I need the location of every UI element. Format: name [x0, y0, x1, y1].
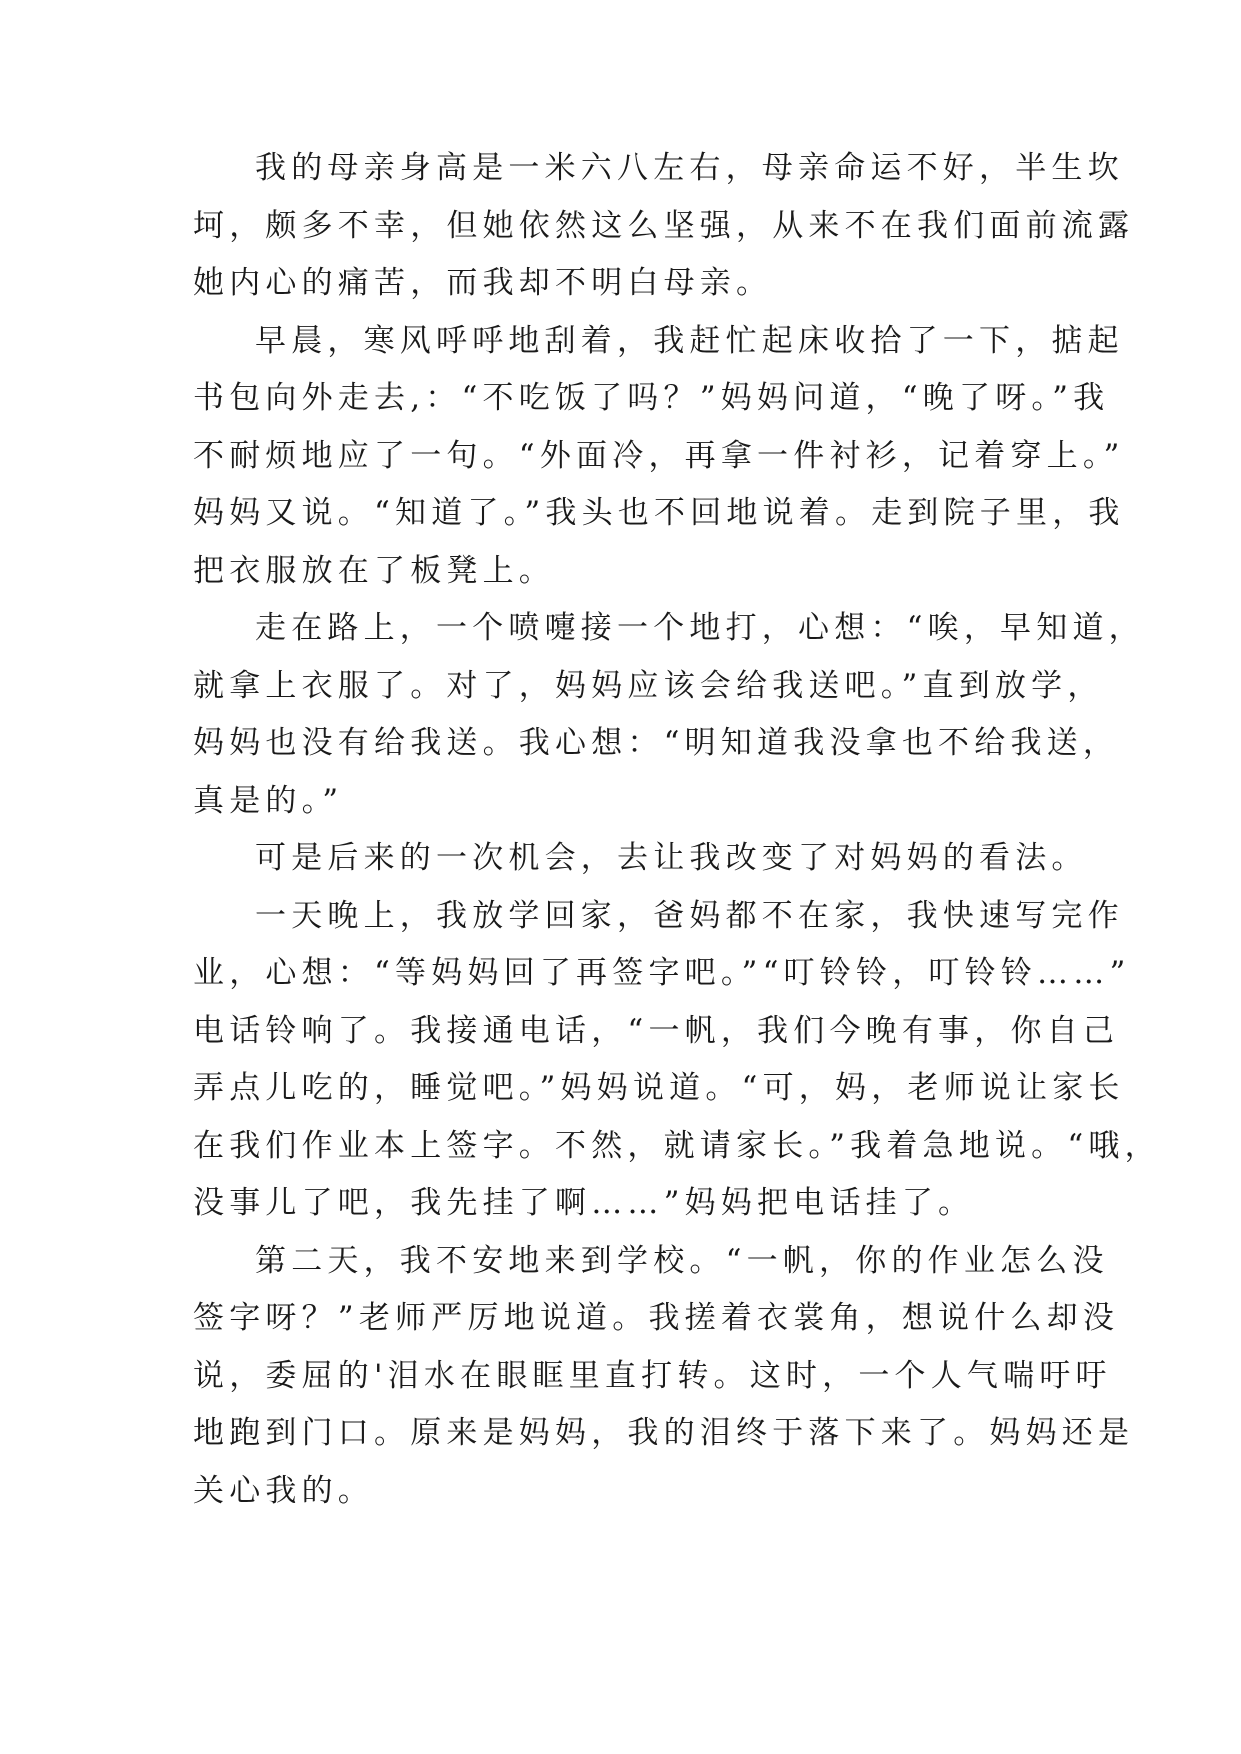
text-line: 妈妈又说。“知道了。”我头也不回地说着。走到院子里，我 [193, 495, 1125, 531]
text-line: 地跑到门口。原来是妈妈，我的泪终于落下来了。妈妈还是 [193, 1415, 1135, 1451]
text-line: 早晨，寒风呼呼地刮着，我赶忙起床收拾了一下，掂起 [255, 322, 1124, 359]
text-line: 坷，颇多不幸，但她依然这么坚强，从来不在我们面前流露 [193, 207, 1135, 244]
text-line: 走在路上，一个喷嚏接一个地打，心想：“唉，早知道， [255, 610, 1145, 646]
text-line: 一天晚上，我放学回家，爸妈都不在家，我快速写完作 [255, 897, 1124, 934]
text-line: 业，心想：“等妈妈回了再签字吧。”“叮铃铃，叮铃铃……” [193, 955, 1131, 991]
text-line: 可是后来的一次机会，去让我改变了对妈妈的看法。 [255, 840, 1088, 876]
text-line: 关心我的。 [193, 1472, 374, 1509]
text-line: 我的母亲身高是一米六八左右，母亲命运不好，半生坎 [255, 150, 1124, 186]
text-line: 把衣服放在了板凳上。 [193, 552, 555, 589]
paragraph-6 [193, 1233, 1135, 1521]
text-line: 就拿上衣服了。对了，妈妈应该会给我送吧。”直到放学， [193, 667, 1104, 704]
text-line: 不耐烦地应了一句。“外面冷，再拿一件衬衫，记着穿上。” [193, 437, 1125, 474]
paragraph-3 [193, 600, 1145, 830]
text-line: 第二天，我不安地来到学校。“一帆，你的作业怎么没 [255, 1242, 1109, 1279]
text-line: 签字呀？”老师严厉地说道。我搓着衣裳角，想说什么却没 [193, 1300, 1120, 1336]
text-line: 在我们作业本上签字。不然，就请家长。”我着急地说。“哦， [193, 1127, 1161, 1164]
text-line: 说，委屈的'泪水在眼眶里直打转。这时，一个人气喘吁吁 [193, 1357, 1112, 1394]
paragraph-2 [193, 313, 1125, 601]
text-line: 妈妈也没有给我送。我心想：“明知道我没拿也不给我送， [193, 725, 1120, 761]
paragraph-4 [193, 830, 1088, 888]
text-line: 弄点儿吃的，睡觉吧。”妈妈说道。“可，妈，老师说让家长 [193, 1070, 1125, 1106]
paragraph-5 [193, 888, 1161, 1233]
text-line: 真是的。” [193, 782, 344, 819]
paragraph-1 [193, 140, 1135, 313]
text-line: 电话铃响了。我接通电话，“一帆，我们今晚有事，你自己 [193, 1012, 1120, 1049]
text-line: 她内心的痛苦，而我却不明白母亲。 [193, 265, 773, 301]
text-line: 没事儿了吧，我先挂了啊……”妈妈把电话挂了。 [193, 1185, 975, 1221]
text-line: 书包向外走去,：“不吃饭了吗？”妈妈问道，“晚了呀。”我 [193, 380, 1110, 416]
